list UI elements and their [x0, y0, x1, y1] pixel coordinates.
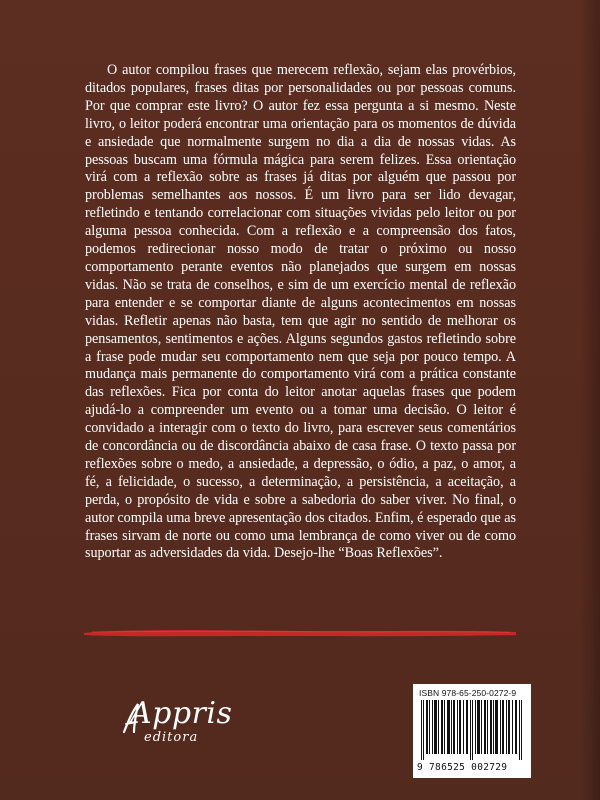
- isbn-label: ISBN 978-65-250-0272-9: [419, 688, 517, 698]
- back-cover-blurb: O autor compilou frases que merecem reflexão, sejam elas provérbios, ditados populares, frases ditas por personalidades ou por pessoas comuns. Por que comprar este livro? O autor fez essa pergunta a si mesmo. Neste livro, o leitor poderá encontrar uma orientação para os momentos de dúvida e ansiedade que normalmente surgem no dia a dia de nossas vidas. As pessoas buscam uma fórmula mágica para serem felizes. Essa orientação virá com a reflexão sobre as frases já ditas por alguém que passou por problemas semelhantes aos nossos. É um livro para ser lido devagar, refletindo e tentando correlacionar com situações vividas pelo leitor ou por alguma pessoa conhecida. Com a reflexão e a compreensão dos fatos, podemos redirecionar nosso modo de tratar o próximo ou nosso comportamento perante eventos não planejados que surgem em nossas vidas. Não se trata de conselhos, e sim de um exercício mental de reflexão para entender e se comportar diante de alguns acontecimentos em nossas vidas. Refletir apenas não basta, tem que agir no sentido de melhorar os pensamentos, sentimentos e ações. Alguns segundos gastos refletindo sobre a frase pode mudar seu comportamento nem que seja por pouco tempo. A mudança mais permanente do comportamento virá com a prática constante das reflexões. Fica por conta do leitor anotar aquelas frases que podem ajudá-lo a compreender um evento ou a tomar uma decisão. O leitor é convidado a interagir com o texto do livro, para escrever seus comentários de concordância ou de discordância abaixo de casa frase. O texto passa por reflexões sobre o medo, a ansiedade, a depressão, o ódio, a paz, o amor, a fé, a felicidade, o sucesso, a determinação, a persistência, a aceitação, a perda, o propósito de vida e sobre a sabedoria do saber viver. No final, o autor compila uma breve apresentação dos citados. Enfim, é esperado que as frases sirvam de norte ou como uma lembrança de como viver ou de como suportar as adversidades da vida. Desejo-lhe “Boas Reflexões”.: [85, 62, 516, 562]
- isbn-barcode: [413, 684, 531, 778]
- publisher-name: Appris: [130, 696, 233, 731]
- barcode-digits: 9 786525 002729: [417, 762, 508, 773]
- barcode-icon: [419, 700, 525, 760]
- red-brush-stroke: [82, 626, 518, 640]
- spine-shadow: [580, 0, 600, 800]
- publisher-logo: [120, 696, 240, 776]
- publisher-subtitle: editora: [144, 730, 199, 745]
